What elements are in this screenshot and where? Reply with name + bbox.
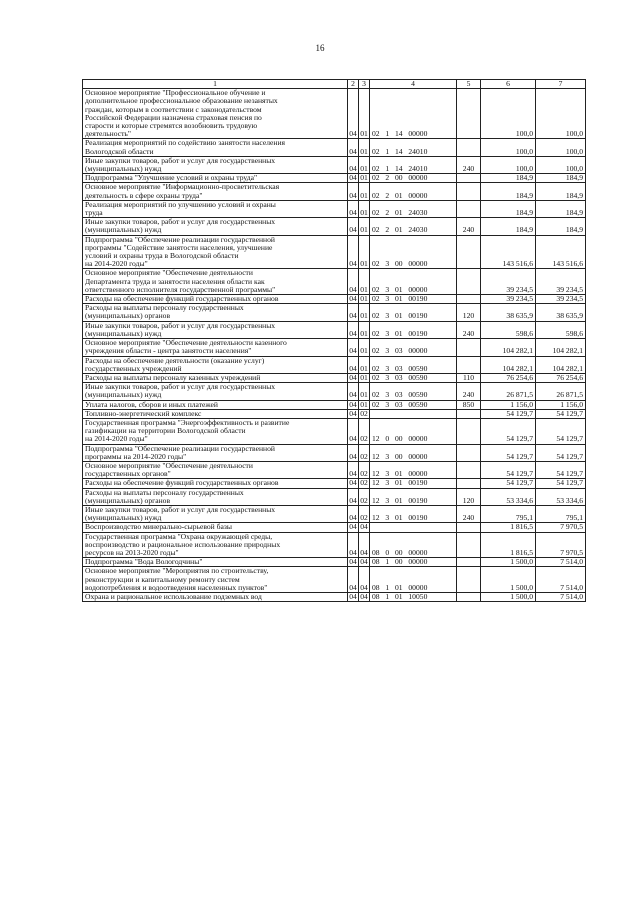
- amount-year-2: 76 254,6: [536, 373, 586, 382]
- amount-year-2: 795,1: [536, 505, 586, 522]
- table-row: [83, 235, 586, 269]
- expense-type-code: 120: [457, 488, 481, 505]
- section-code: 04: [348, 269, 359, 295]
- row-name: Уплата налогов, сборов и иных платежей: [83, 400, 348, 409]
- amount-year-1: 54 129,7: [481, 444, 536, 461]
- amount-year-1: 598,6: [481, 321, 536, 338]
- budget-table: [82, 79, 586, 602]
- table-row: [83, 356, 586, 373]
- expense-type-code: [457, 461, 481, 478]
- amount-year-1: 26 871,5: [481, 383, 536, 400]
- column-header: 3: [359, 80, 370, 89]
- expense-type-code: 850: [457, 400, 481, 409]
- column-header: 6: [481, 80, 536, 89]
- header-row: [83, 80, 586, 89]
- amount-year-2: 7 514,0: [536, 558, 586, 567]
- expense-type-code: 240: [457, 505, 481, 522]
- subsection-code: 02: [360, 478, 368, 488]
- expense-type-code: [457, 235, 481, 269]
- amount-year-2: 54 129,7: [536, 479, 586, 488]
- table-row: [83, 523, 586, 532]
- subsection-code: 02: [360, 409, 368, 418]
- amount-year-1: 38 635,9: [481, 304, 536, 321]
- section-code: 04: [348, 356, 359, 373]
- target-article-code: 02 1 14 24010: [370, 139, 457, 156]
- amount-year-2: 53 334,6: [536, 488, 586, 505]
- table-row: [83, 409, 586, 418]
- row-name: Реализация мероприятий по улучшению условий и охраны труда: [83, 200, 348, 217]
- section-code: 04: [348, 339, 359, 356]
- expense-type-code: [457, 139, 481, 156]
- expense-type-code: 240: [457, 383, 481, 400]
- amount-year-1: 54 129,7: [481, 479, 536, 488]
- section-code: 04: [348, 321, 359, 338]
- section-code: 04: [349, 478, 357, 488]
- section-code: 04: [348, 89, 359, 139]
- target-article-code: 02 1 14 00000: [370, 89, 457, 139]
- amount-year-1: 184,9: [481, 218, 536, 235]
- amount-year-1: 1 500,0: [481, 592, 536, 601]
- table-row: [83, 567, 586, 593]
- row-name: Основное мероприятие "Обеспечение деятельности казенного учреждения области - центра занятости населения": [83, 339, 348, 356]
- amount-year-2: 184,9: [536, 183, 586, 200]
- row-name: Подпрограмма "Вода Вологодчины": [83, 558, 348, 567]
- subsection-code: 01: [360, 400, 368, 409]
- table-row: [83, 200, 586, 217]
- target-article-code: 02 2 01 00000: [370, 183, 457, 200]
- target-article-code: 02 3 03 00590: [370, 400, 457, 409]
- expense-type-code: [457, 418, 481, 444]
- target-article-code: [370, 409, 457, 418]
- target-article-code: 02 3 01 00190: [370, 295, 457, 304]
- row-name: Топливно-энергетический комплекс: [83, 409, 348, 418]
- row-name: Расходы на выплаты персоналу государственных (муниципальных) органов: [83, 488, 348, 505]
- amount-year-2: 100,0: [536, 89, 586, 139]
- subsection-code: 01: [359, 321, 370, 338]
- table-row: [83, 558, 586, 567]
- row-name: Подпрограмма "Обеспечение реализации государственной программы "Содействие занятости населения, улучшение условий и охраны труда в Вологодской области на 2014-2020 годы": [83, 235, 348, 269]
- amount-year-1: 1 500,0: [481, 558, 536, 567]
- amount-year-1: 100,0: [481, 89, 536, 139]
- subsection-code: 01: [359, 339, 370, 356]
- section-code: 04: [348, 444, 359, 461]
- amount-year-2: 104 282,1: [536, 339, 586, 356]
- expense-type-code: 240: [457, 321, 481, 338]
- section-code: 04: [348, 532, 359, 558]
- section-code: 04: [348, 139, 359, 156]
- expense-type-code: [457, 174, 481, 183]
- row-name: Расходы на обеспечение функций государственных органов: [83, 295, 348, 304]
- amount-year-1: 53 334,6: [481, 488, 536, 505]
- row-name: Подпрограмма "Улучшение условий и охраны труда": [83, 174, 348, 183]
- subsection-code: 01: [359, 269, 370, 295]
- expense-type-code: [457, 523, 481, 532]
- subsection-code: 01: [359, 356, 370, 373]
- table-row: [83, 89, 586, 139]
- amount-year-2: 143 516,6: [536, 235, 586, 269]
- page-number: 16: [315, 43, 325, 53]
- target-article-code: 08 1 01 10050: [370, 592, 457, 601]
- amount-year-1: 795,1: [481, 505, 536, 522]
- amount-year-2: 104 282,1: [536, 356, 586, 373]
- amount-year-1: 54 129,7: [481, 409, 536, 418]
- section-code: 04: [348, 383, 359, 400]
- amount-year-2: 54 129,7: [536, 418, 586, 444]
- target-article-code: 02 3 03 00000: [370, 339, 457, 356]
- expense-type-code: [457, 558, 481, 567]
- row-name: Воспроизводство минерально-сырьевой базы: [83, 523, 348, 532]
- amount-year-1: 184,9: [481, 174, 536, 183]
- table-row: [83, 383, 586, 400]
- expense-type-code: [457, 183, 481, 200]
- amount-year-1: 39 234,5: [481, 269, 536, 295]
- amount-year-2: 39 234,5: [536, 295, 586, 304]
- subsection-code: 01: [359, 200, 370, 217]
- amount-year-2: 38 635,9: [536, 304, 586, 321]
- subsection-code: 01: [360, 294, 368, 304]
- section-code: 04: [348, 200, 359, 217]
- amount-year-2: 1 156,0: [536, 400, 586, 409]
- amount-year-2: 184,9: [536, 174, 586, 183]
- target-article-code: 12 3 01 00190: [370, 488, 457, 505]
- expense-type-code: [457, 567, 481, 593]
- table-row: [83, 156, 586, 173]
- amount-year-1: 100,0: [481, 156, 536, 173]
- table-row: [83, 304, 586, 321]
- row-name: Расходы на обеспечение функций государственных органов: [83, 479, 348, 488]
- section-code: 04: [349, 522, 357, 532]
- subsection-code: 01: [360, 373, 368, 382]
- amount-year-2: 184,9: [536, 218, 586, 235]
- target-article-code: 12 3 01 00190: [370, 479, 457, 488]
- row-name: Расходы на выплаты персоналу государственных (муниципальных) органов: [83, 304, 348, 321]
- table-row: [83, 295, 586, 304]
- section-code: 04: [348, 488, 359, 505]
- column-header: 1: [83, 80, 348, 89]
- target-article-code: 02 3 03 00590: [370, 373, 457, 382]
- expense-type-code: [457, 200, 481, 217]
- table-row: [83, 218, 586, 235]
- expense-type-code: 120: [457, 304, 481, 321]
- amount-year-2: 184,9: [536, 200, 586, 217]
- target-article-code: 08 0 00 00000: [370, 532, 457, 558]
- expense-type-code: 110: [457, 373, 481, 382]
- table-row: [83, 373, 586, 382]
- subsection-code: 01: [359, 89, 370, 139]
- row-name: Иные закупки товаров, работ и услуг для государственных (муниципальных) нужд: [83, 505, 348, 522]
- target-article-code: [370, 523, 457, 532]
- row-name: Основное мероприятие "Обеспечение деятельности государственных органов": [83, 461, 348, 478]
- section-code: 04: [348, 304, 359, 321]
- subsection-code: 04: [360, 592, 368, 601]
- table-row: [83, 400, 586, 409]
- amount-year-2: 598,6: [536, 321, 586, 338]
- column-header: 2: [348, 80, 359, 89]
- table-row: [83, 174, 586, 183]
- amount-year-1: 54 129,7: [481, 461, 536, 478]
- amount-year-1: 104 282,1: [481, 339, 536, 356]
- table-row: [83, 592, 586, 601]
- expense-type-code: [457, 479, 481, 488]
- amount-year-2: 7 970,5: [536, 532, 586, 558]
- target-article-code: 12 0 00 00000: [370, 418, 457, 444]
- target-article-code: 02 3 01 00190: [370, 304, 457, 321]
- section-code: 04: [349, 400, 357, 409]
- amount-year-1: 184,9: [481, 183, 536, 200]
- target-article-code: 12 3 01 00000: [370, 461, 457, 478]
- section-code: 04: [349, 592, 357, 601]
- amount-year-1: 54 129,7: [481, 418, 536, 444]
- subsection-code: 04: [360, 522, 368, 532]
- subsection-code: 01: [359, 218, 370, 235]
- section-code: 04: [349, 409, 357, 418]
- expense-type-code: [457, 269, 481, 295]
- amount-year-1: 1 156,0: [481, 400, 536, 409]
- amount-year-2: 39 234,5: [536, 269, 586, 295]
- target-article-code: 02 3 03 00590: [370, 356, 457, 373]
- subsection-code: 01: [359, 156, 370, 173]
- target-article-code: 02 2 01 24030: [370, 200, 457, 217]
- section-code: 04: [348, 156, 359, 173]
- row-name: Реализация мероприятий по содействию занятости населения Вологодской области: [83, 139, 348, 156]
- subsection-code: 01: [359, 139, 370, 156]
- subsection-code: 01: [359, 383, 370, 400]
- row-name: Иные закупки товаров, работ и услуг для государственных (муниципальных) нужд: [83, 218, 348, 235]
- table-row: [83, 488, 586, 505]
- section-code: 04: [349, 294, 357, 304]
- expense-type-code: [457, 339, 481, 356]
- amount-year-2: 54 129,7: [536, 444, 586, 461]
- table-row: [83, 269, 586, 295]
- amount-year-2: 7 514,0: [536, 592, 586, 601]
- row-name: Охрана и рациональное использование подземных вод: [83, 592, 348, 601]
- row-name: Расходы на обеспечение деятельности (оказание услуг) государственных учреждений: [83, 356, 348, 373]
- amount-year-1: 1 500,0: [481, 567, 536, 593]
- target-article-code: 08 1 00 00000: [370, 558, 457, 567]
- row-name: Расходы на выплаты персоналу казенных учреждений: [83, 373, 348, 382]
- subsection-code: 04: [360, 557, 368, 567]
- target-article-code: 02 1 14 24010: [370, 156, 457, 173]
- subsection-code: 04: [359, 532, 370, 558]
- target-article-code: 02 3 00 00000: [370, 235, 457, 269]
- column-header: 7: [536, 80, 586, 89]
- amount-year-1: 1 816,5: [481, 532, 536, 558]
- row-name: Основное мероприятие "Профессиональное обучение и дополнительное профессиональное образование незанятых граждан, которым в соответствии с законодательством Российской Федерации назначена страховая пенсия по старости и которые стремятся возобновить трудовую деятельность": [83, 89, 348, 139]
- row-name: Основное мероприятие "Обеспечение деятельности Департамента труда и занятости населения области как ответственного исполнителя государственной программы": [83, 269, 348, 295]
- table-row: [83, 418, 586, 444]
- row-name: Основное мероприятие "Информационно-просветительская деятельность в сфере охраны труда": [83, 183, 348, 200]
- amount-year-1: 100,0: [481, 139, 536, 156]
- table-row: [83, 479, 586, 488]
- target-article-code: 08 1 01 00000: [370, 567, 457, 593]
- section-code: 04: [349, 557, 357, 567]
- column-header: 4: [370, 80, 457, 89]
- subsection-code: 04: [359, 567, 370, 593]
- amount-year-2: 7 970,5: [536, 523, 586, 532]
- expense-type-code: [457, 89, 481, 139]
- amount-year-1: 143 516,6: [481, 235, 536, 269]
- target-article-code: 02 3 03 00590: [370, 383, 457, 400]
- column-header: 5: [457, 80, 481, 89]
- amount-year-2: 54 129,7: [536, 409, 586, 418]
- subsection-code: 01: [359, 183, 370, 200]
- section-code: 04: [348, 505, 359, 522]
- table-row: [83, 139, 586, 156]
- table-row: [83, 183, 586, 200]
- row-name: Иные закупки товаров, работ и услуг для государственных (муниципальных) нужд: [83, 156, 348, 173]
- section-code: 04: [349, 173, 357, 183]
- section-code: 04: [348, 218, 359, 235]
- target-article-code: 12 3 01 00190: [370, 505, 457, 522]
- amount-year-1: 184,9: [481, 200, 536, 217]
- target-article-code: 12 3 00 00000: [370, 444, 457, 461]
- table-row: [83, 321, 586, 338]
- expense-type-code: 240: [457, 156, 481, 173]
- table-row: [83, 505, 586, 522]
- amount-year-2: 100,0: [536, 139, 586, 156]
- expense-type-code: [457, 356, 481, 373]
- row-name: Иные закупки товаров, работ и услуг для государственных (муниципальных) нужд: [83, 321, 348, 338]
- expense-type-code: [457, 592, 481, 601]
- subsection-code: 01: [360, 173, 368, 183]
- row-name: Подпрограмма "Обеспечение реализации государственной программы на 2014-2020 годы": [83, 444, 348, 461]
- section-code: 04: [348, 183, 359, 200]
- row-name: Основное мероприятие "Мероприятия по строительству, реконструкции и капитальному ремонту систем водопотребления и водоотведения населенных пунктов": [83, 567, 348, 593]
- section-code: 04: [348, 418, 359, 444]
- amount-year-2: 26 871,5: [536, 383, 586, 400]
- row-name: Государственная программа "Охрана окружающей среды, воспроизводство и рациональное использование природных ресурсов на 2013-2020 годы": [83, 532, 348, 558]
- expense-type-code: [457, 409, 481, 418]
- target-article-code: 02 2 01 24030: [370, 218, 457, 235]
- target-article-code: 02 3 01 00190: [370, 321, 457, 338]
- table-row: [83, 532, 586, 558]
- row-name: Иные закупки товаров, работ и услуг для государственных (муниципальных) нужд: [83, 383, 348, 400]
- section-code: 04: [349, 373, 357, 382]
- section-code: 04: [348, 235, 359, 269]
- table-row: [83, 339, 586, 356]
- expense-type-code: [457, 532, 481, 558]
- subsection-code: 01: [359, 235, 370, 269]
- amount-year-1: 76 254,6: [481, 373, 536, 382]
- table-row: [83, 461, 586, 478]
- target-article-code: 02 3 01 00000: [370, 269, 457, 295]
- subsection-code: 02: [359, 505, 370, 522]
- subsection-code: 02: [359, 444, 370, 461]
- section-code: 04: [348, 567, 359, 593]
- amount-year-2: 7 514,0: [536, 567, 586, 593]
- subsection-code: 02: [359, 461, 370, 478]
- subsection-code: 02: [359, 488, 370, 505]
- expense-type-code: 240: [457, 218, 481, 235]
- target-article-code: 02 2 00 00000: [370, 174, 457, 183]
- amount-year-2: 100,0: [536, 156, 586, 173]
- expense-type-code: [457, 295, 481, 304]
- expense-type-code: [457, 444, 481, 461]
- section-code: 04: [348, 461, 359, 478]
- subsection-code: 01: [359, 304, 370, 321]
- amount-year-1: 1 816,5: [481, 523, 536, 532]
- amount-year-1: 39 234,5: [481, 295, 536, 304]
- table-row: [83, 444, 586, 461]
- row-name: Государственная программа "Энергоэффективность и развитие газификации на территории Вологодской области на 2014-2020 годы": [83, 418, 348, 444]
- amount-year-2: 54 129,7: [536, 461, 586, 478]
- subsection-code: 02: [359, 418, 370, 444]
- amount-year-1: 104 282,1: [481, 356, 536, 373]
